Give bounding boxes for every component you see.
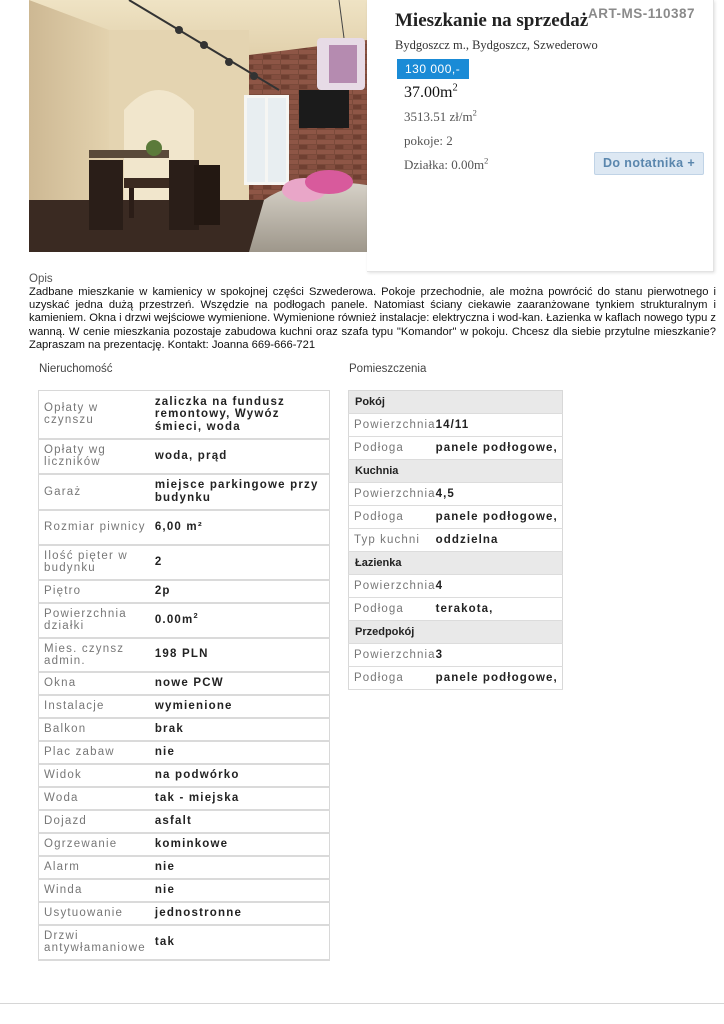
area-number: 37.00m: [404, 84, 453, 101]
table-row: [39, 925, 330, 960]
room-label: Powierzchnia: [349, 644, 436, 667]
plot-area-sup: 2: [484, 155, 489, 166]
room-label: Podłoga: [349, 598, 436, 621]
room-label: Powierzchnia: [349, 414, 436, 437]
room-group-name: Kuchnia: [349, 460, 563, 483]
room-label: Typ kuchni: [349, 529, 436, 552]
property-value: wymienione: [150, 695, 330, 718]
property-label: Drzwi antywłamaniowe: [39, 925, 150, 960]
table-row: [39, 787, 330, 810]
plot-value-sup: 2: [193, 610, 199, 620]
room-group-row: [349, 552, 563, 575]
property-value: 2p: [150, 580, 330, 603]
reference-code: ART-MS-110387: [587, 6, 695, 21]
property-label: Woda: [39, 787, 150, 810]
room-label: Powierzchnia: [349, 483, 436, 506]
property-label: Opłaty w czynszu: [39, 391, 150, 439]
plot-value-number: 0.00m: [154, 613, 194, 626]
table-row: [349, 483, 563, 506]
add-to-notebook-button[interactable]: Do notatnika +: [594, 152, 704, 175]
table-row: [39, 833, 330, 856]
description-heading: Opis: [29, 273, 53, 285]
listing-summary-card: [367, 0, 714, 272]
table-row: [349, 529, 563, 552]
rooms-count: pokoje: 2: [404, 133, 453, 148]
table-row: [39, 672, 330, 695]
description-text: Zadbane mieszkanie w kamienicy w spokojnej części Szwederowa. Pokoje przechodnie, ale można powrócić do stanu pierwotnego i uzyskać jedna dużą przestrzeń. Wszędzie na podłogach panele. Natomiast ściany ciekawie zaaranżowane tynkiem strukturalnym i kamieniem. Okna i drzwi wejściowe wymienione. Wymienione również instalacje: elektryczna i wod-kan. Łazienka w kaflach nowego typu z wanną. W cenie mieszkania pozostaje zabudowa kuchni oraz szafa typu "Komandor" w pokoju. Chcesz dla siebie przytulne mieszkanie? Zapraszam na prezentację. Kontakt: Joanna 669-666-721: [29, 286, 716, 351]
property-value: nie: [150, 879, 330, 902]
table-row: [39, 510, 330, 545]
property-label: Powierzchnia działki: [39, 603, 150, 638]
table-row: [349, 598, 563, 621]
property-value: jednostronne: [150, 902, 330, 925]
plot-area-number: Działka: 0.00m: [404, 157, 485, 172]
property-label: Usytuowanie: [39, 902, 150, 925]
table-row: [39, 764, 330, 787]
room-value: 14/11: [436, 414, 563, 437]
property-value: woda, prąd: [150, 439, 330, 474]
room-value: panele podłogowe,: [436, 506, 563, 529]
rooms-section-heading: Pomieszczenia: [349, 363, 427, 375]
property-value: 6,00 m²: [150, 510, 330, 545]
table-row: [39, 810, 330, 833]
room-value: panele podłogowe,: [436, 667, 563, 690]
room-group-name: Pokój: [349, 391, 563, 414]
property-value: kominkowe: [150, 833, 330, 856]
room-value: panele podłogowe,: [436, 437, 563, 460]
room-label: Podłoga: [349, 667, 436, 690]
table-row: [39, 474, 330, 510]
room-group-row: [349, 621, 563, 644]
room-label: Podłoga: [349, 437, 436, 460]
room-value: 4: [436, 575, 563, 598]
room-label: Podłoga: [349, 506, 436, 529]
property-label: Balkon: [39, 718, 150, 741]
property-label: Plac zabaw: [39, 741, 150, 764]
table-row: [39, 580, 330, 603]
table-row: [39, 695, 330, 718]
property-label: Ilość pięter w budynku: [39, 545, 150, 580]
table-row: [349, 644, 563, 667]
listing-title: Mieszkanie na sprzedaż: [395, 10, 589, 31]
table-row: [39, 545, 330, 580]
property-value: 2: [150, 545, 330, 580]
table-row: [39, 439, 330, 474]
price-badge: 130 000,-: [397, 59, 469, 79]
property-value: tak - miejska: [150, 787, 330, 810]
property-value: 198 PLN: [150, 638, 330, 672]
price-per-m2: [404, 109, 477, 125]
table-row: [349, 575, 563, 598]
table-row: [39, 902, 330, 925]
listing-photo[interactable]: [29, 0, 367, 252]
property-label: Winda: [39, 879, 150, 902]
table-row: [39, 856, 330, 879]
property-label: Widok: [39, 764, 150, 787]
property-label: Piętro: [39, 580, 150, 603]
footer-divider: [0, 1003, 724, 1004]
room-group-row: [349, 391, 563, 414]
room-group-name: Przedpokój: [349, 621, 563, 644]
property-label: Mies. czynsz admin.: [39, 638, 150, 672]
table-row: [349, 437, 563, 460]
room-value: oddzielna: [436, 529, 563, 552]
room-group-row: [349, 460, 563, 483]
property-label: Rozmiar piwnicy: [39, 510, 150, 545]
plot-area: [404, 157, 488, 173]
area-value: [404, 84, 458, 102]
property-value: brak: [150, 718, 330, 741]
property-label: Dojazd: [39, 810, 150, 833]
table-row: [349, 667, 563, 690]
listing-location: Bydgoszcz m., Bydgoszcz, Szwederowo: [395, 38, 598, 52]
apartment-interior-image: [29, 0, 367, 252]
table-row: [39, 879, 330, 902]
table-row: [349, 414, 563, 437]
table-row: [39, 638, 330, 672]
rooms-table: [348, 390, 563, 690]
property-value: asfalt: [150, 810, 330, 833]
property-label: Garaż: [39, 474, 150, 510]
price-per-m2-number: 3513.51 zł/m: [404, 109, 473, 124]
property-value: nie: [150, 856, 330, 879]
property-label: Instalacje: [39, 695, 150, 718]
area-unit-sup: 2: [452, 82, 458, 94]
property-value: zaliczka na fundusz remontowy, Wywóz śmieci, woda: [150, 391, 330, 439]
table-row: [39, 391, 330, 439]
room-value: 4,5: [436, 483, 563, 506]
room-value: terakota,: [436, 598, 563, 621]
property-value: na podwórko: [150, 764, 330, 787]
property-value: nie: [150, 741, 330, 764]
room-group-name: Łazienka: [349, 552, 563, 575]
property-section-heading: Nieruchomość: [39, 363, 113, 375]
table-row: [39, 718, 330, 741]
room-value: 3: [436, 644, 563, 667]
property-label: Alarm: [39, 856, 150, 879]
price-per-m2-sup: 2: [472, 107, 477, 118]
property-label: Okna: [39, 672, 150, 695]
property-value: miejsce parkingowe przy budynku: [150, 474, 330, 510]
table-row: [349, 506, 563, 529]
table-row: [39, 741, 330, 764]
property-value: tak: [150, 925, 330, 960]
property-value: [150, 603, 330, 638]
property-value: nowe PCW: [150, 672, 330, 695]
room-label: Powierzchnia: [349, 575, 436, 598]
property-label: Opłaty wg liczników: [39, 439, 150, 474]
property-label: Ogrzewanie: [39, 833, 150, 856]
table-row: [39, 603, 330, 638]
property-details-table: [38, 390, 330, 961]
